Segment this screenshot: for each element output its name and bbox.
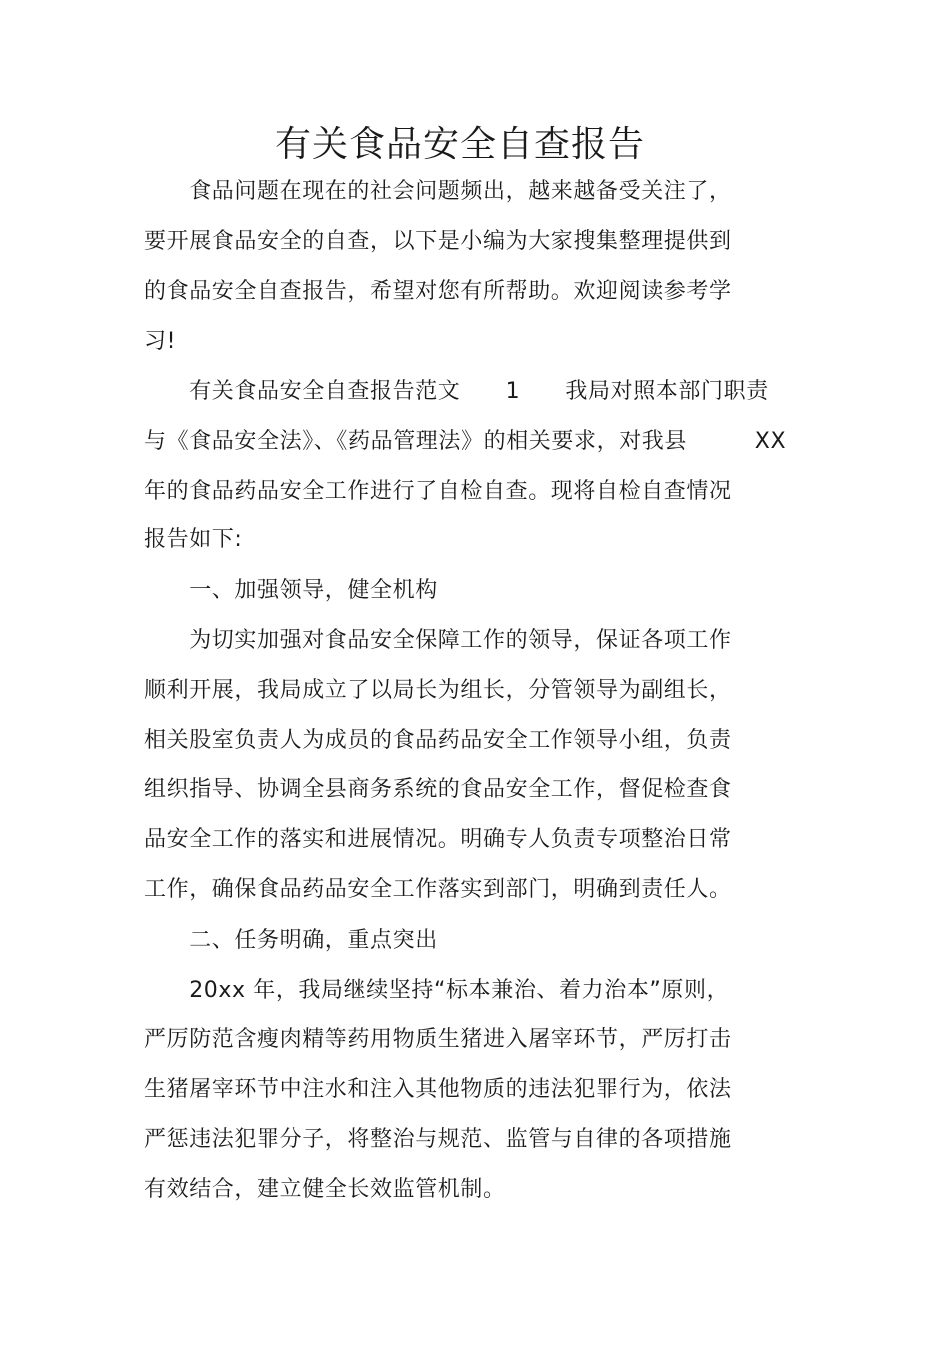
section-heading: 一、加强领导，健全机构 bbox=[144, 578, 438, 603]
body-line: 有关食品安全自查报告范文 1 我局对照本部门职责 bbox=[144, 379, 769, 404]
body-line: 严厉防范含瘦肉精等药用物质生猪进入屠宰环节，严厉打击 bbox=[144, 1027, 732, 1052]
section-heading: 二、任务明确，重点突出 bbox=[144, 928, 438, 953]
body-line: 报告如下: bbox=[144, 527, 243, 552]
body-line: 工作，确保食品药品安全工作落实到部门，明确到责任人。 bbox=[144, 877, 732, 902]
body-line: 组织指导、协调全县商务系统的食品安全工作，督促检查食 bbox=[144, 777, 732, 802]
body-line: 与《食品安全法》、《药品管理法》的相关要求，对我县 XX bbox=[144, 429, 787, 454]
body-line: 严惩违法犯罪分子，将整治与规范、监管与自律的各项措施 bbox=[144, 1127, 732, 1152]
body-line: 要开展食品安全的自查，以下是小编为大家搜集整理提供到 bbox=[144, 229, 732, 254]
body-line: 食品问题在现在的社会问题频出，越来越备受关注了， bbox=[144, 179, 732, 204]
body-line: 有效结合，建立健全长效监管机制。 bbox=[144, 1177, 506, 1202]
body-line: 品安全工作的落实和进展情况。明确专人负责专项整治日常 bbox=[144, 827, 732, 852]
body-line: 顺利开展，我局成立了以局长为组长，分管领导为副组长， bbox=[144, 678, 732, 703]
body-line: 年的食品药品安全工作进行了自检自查。现将自检自查情况 bbox=[144, 479, 732, 504]
body-line: 的食品安全自查报告，希望对您有所帮助。欢迎阅读参考学 bbox=[144, 279, 732, 304]
body-line: 相关股室负责人为成员的食品药品安全工作领导小组，负责 bbox=[144, 728, 732, 753]
body-line: 生猪屠宰环节中注水和注入其他物质的违法犯罪行为，依法 bbox=[144, 1077, 732, 1102]
body-line: 为切实加强对食品安全保障工作的领导，保证各项工作 bbox=[144, 628, 732, 653]
body-line: 20xx 年，我局继续坚持“标本兼治、着力治本”原则， bbox=[144, 978, 730, 1003]
document-title: 有关食品安全自查报告 bbox=[274, 124, 645, 165]
body-line: 习! bbox=[144, 329, 177, 354]
